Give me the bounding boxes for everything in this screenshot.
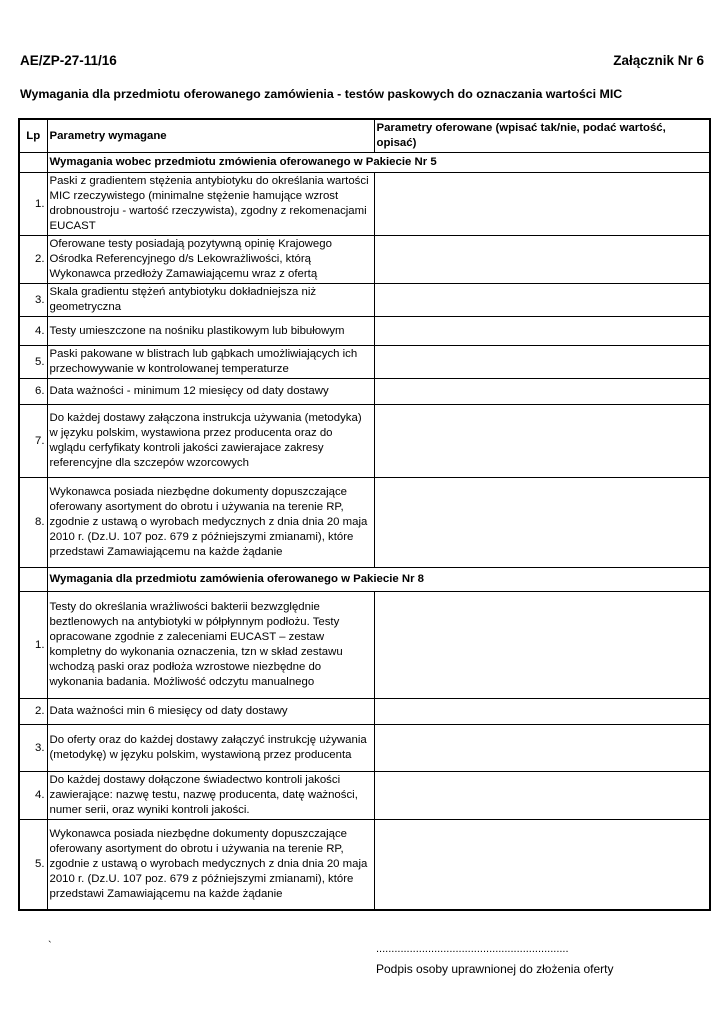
requirement-text: Paski pakowane w blistrach lub gąbkach umożliwiających ich przechowywanie w kontrolowanej temperaturze	[47, 346, 374, 379]
requirement-text: Data ważności - minimum 12 miesięcy od daty dostawy	[47, 379, 374, 405]
requirement-text: Do oferty oraz do każdej dostawy załączyć instrukcję używania (metodykę) w języku polskim, wystawioną przez producenta	[47, 725, 374, 772]
row-number: 6.	[19, 379, 47, 405]
table-row	[19, 173, 710, 236]
page-title: Wymagania dla przedmiotu oferowanego zamówienia - testów paskowych do oznaczania wartości MIC	[20, 87, 623, 101]
column-header-lp: Lp	[19, 119, 47, 153]
requirement-text: Skala gradientu stężeń antybiotyku dokładniejsza niż geometryczna	[47, 284, 374, 317]
row-number: 2.	[19, 236, 47, 284]
requirement-text: Testy do określania wrażliwości bakterii bezwzględnie beztlenowych na antybiotyki w półpłynnym podłożu. Testy opracowane zgodnie z zaleceniami EUCAST – zestaw kompletny do wykonania oznaczenia, tzn w skład zestawu wchodzą paski oraz podłoża wzrostowe niezbędne do wykonania badania. Możliwość odczytu manualnego	[47, 592, 374, 699]
section-row	[19, 153, 710, 173]
signature-line: ...............................................................	[376, 943, 569, 955]
requirement-text: Do każdej dostawy załączona instrukcja używania (metodyka) w języku polskim, wystawiona przez producenta oraz do wglądu cerfyfikaty kontroli jakości zawierajace zakresy referencyjne dla szczepów wzorcowych	[47, 405, 374, 478]
offered-value-cell[interactable]	[374, 772, 710, 820]
stray-mark: `	[48, 940, 52, 952]
section-row	[19, 568, 710, 592]
table-row	[19, 236, 710, 284]
column-header-offered: Parametry oferowane (wpisać tak/nie, podać wartość, opisać)	[374, 119, 710, 153]
offered-value-cell[interactable]	[374, 592, 710, 699]
section-lp-cell	[19, 153, 47, 173]
row-number: 4.	[19, 317, 47, 346]
table-header-row	[19, 119, 710, 153]
requirement-text: Oferowane testy posiadają pozytywną opinię Krajowego Ośrodka Referencyjnego d/s Lekowrażliwości, którą Wykonawca przedłoży Zamawiającemu wraz z ofertą	[47, 236, 374, 284]
signature-label: Podpis osoby uprawnionej do złożenia oferty	[376, 962, 614, 976]
row-number: 3.	[19, 284, 47, 317]
table-row	[19, 592, 710, 699]
offered-value-cell[interactable]	[374, 173, 710, 236]
row-number: 8.	[19, 478, 47, 568]
requirements-table	[18, 118, 711, 911]
requirement-text: Testy umieszczone na nośniku plastikowym lub bibułowym	[47, 317, 374, 346]
offered-value-cell[interactable]	[374, 699, 710, 725]
row-number: 3.	[19, 725, 47, 772]
document-reference: AE/ZP-27-11/16	[20, 53, 117, 68]
section-lp-cell	[19, 568, 47, 592]
requirement-text: Data ważności min 6 miesięcy od daty dostawy	[47, 699, 374, 725]
offered-value-cell[interactable]	[374, 405, 710, 478]
table-row	[19, 820, 710, 910]
requirement-text: Wykonawca posiada niezbędne dokumenty dopuszczające oferowany asortyment do obrotu i używania na terenie RP, zgodnie z ustawą o wyrobach medycznych z dnia dnia 20 maja 2010 r. (Dz.U. 107 poz. 679 z późniejszymi zmianami), które przedstawi Zamawiającemu na każde żądanie	[47, 478, 374, 568]
offered-value-cell[interactable]	[374, 346, 710, 379]
requirement-text: Do każdej dostawy dołączone świadectwo kontroli jakości zawierające: nazwę testu, nazwę producenta, datę ważności, numer serii, oraz wyniki kontroli jakości.	[47, 772, 374, 820]
section-title: Wymagania dla przedmiotu zamówienia oferowanego w Pakiecie Nr 8	[47, 568, 710, 592]
table-row	[19, 346, 710, 379]
requirement-text: Wykonawca posiada niezbędne dokumenty dopuszczające oferowany asortyment do obrotu i używania na terenie RP, zgodnie z ustawą o wyrobach medycznych z dnia dnia 20 maja 2010 r. (Dz.U. 107 poz. 679 z późniejszymi zmianami), które przedstawi Zamawiającemu na każde żądanie	[47, 820, 374, 910]
row-number: 2.	[19, 699, 47, 725]
table-row	[19, 699, 710, 725]
offered-value-cell[interactable]	[374, 284, 710, 317]
table-row	[19, 725, 710, 772]
row-number: 1.	[19, 592, 47, 699]
row-number: 7.	[19, 405, 47, 478]
table-row	[19, 284, 710, 317]
table-row	[19, 478, 710, 568]
table-row	[19, 772, 710, 820]
offered-value-cell[interactable]	[374, 317, 710, 346]
table-row	[19, 379, 710, 405]
attachment-number: Załącznik Nr 6	[613, 53, 704, 68]
requirement-text: Paski z gradientem stężenia antybiotyku do określania wartości MIC rzeczywistego (minimalne stężenie hamujące wzrost drobnoustroju - wartość rzeczywista), zgodny z rekomenacjami EUCAST	[47, 173, 374, 236]
offered-value-cell[interactable]	[374, 236, 710, 284]
row-number: 1.	[19, 173, 47, 236]
offered-value-cell[interactable]	[374, 725, 710, 772]
table-row	[19, 405, 710, 478]
row-number: 5.	[19, 820, 47, 910]
row-number: 5.	[19, 346, 47, 379]
table-row	[19, 317, 710, 346]
offered-value-cell[interactable]	[374, 820, 710, 910]
offered-value-cell[interactable]	[374, 379, 710, 405]
column-header-required: Parametry wymagane	[47, 119, 374, 153]
offered-value-cell[interactable]	[374, 478, 710, 568]
row-number: 4.	[19, 772, 47, 820]
section-title: Wymagania wobec przedmiotu zmówienia oferowanego w Pakiecie Nr 5	[47, 153, 710, 173]
